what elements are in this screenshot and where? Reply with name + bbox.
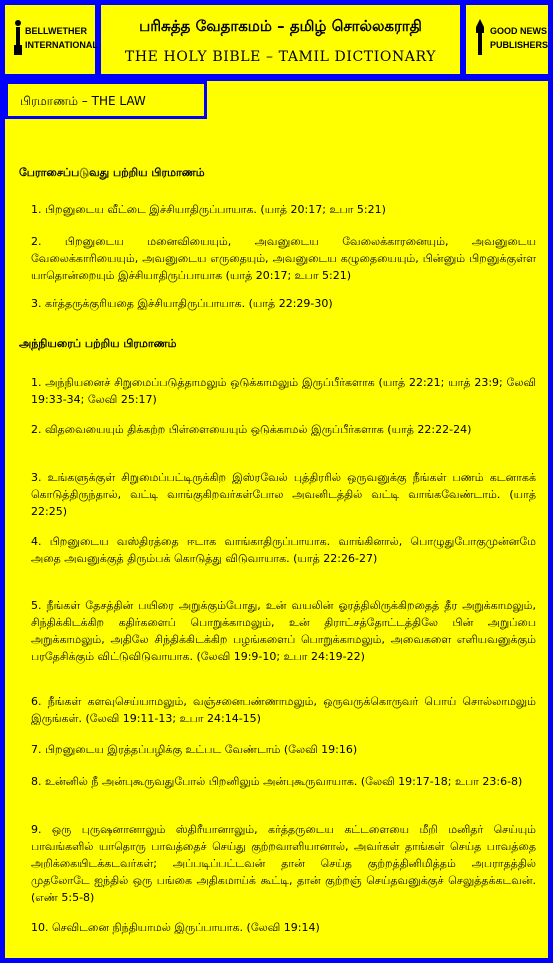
list-item: 5. நீங்கள் தேசத்தின் பயிரை அறுக்கும்போது, உன் வயலின் ஓரத்திலிருக்கிறதைத் தீர அறுக்காமலும், சிந்திக்கிடக்கிற கதிர்களைப் பொறுக்காமலும், உன் திராட்சத்தோட்டத்திலே பின் அறுப்பை அறுக்காமலும், அதிலே சிந்திக்கிடக்கிற பழங்களைப் பொறுக்காமலும், அவைகளை எளியவனுக்கும் பரதேசிக்கும் விட்டுவிடுவாயாக. (லேவி 19:9-10; உபா 24:19-22) [31, 599, 536, 663]
title-box [99, 3, 462, 76]
section-heading: பேராசைப்படுவது பற்றிய பிரமாணம் [19, 166, 205, 179]
right-logo-line2: PUBLISHERS [490, 40, 549, 50]
list-item: 2. விதவையையும் திக்கற்ற பிள்ளையையும் ஒடுக்காமல் இருப்பீர்களாக (யாத் 22:22-24) [31, 423, 472, 436]
list-item: 1. பிறனுடைய வீட்டை இச்சியாதிருப்பாயாக. (யாத் 20:17; உபா 5:21) [31, 203, 386, 216]
list-item: 9. ஒரு புருஷனானாலும் ஸ்திரீயானாலும், கர்த்தருடைய கட்டளையை மீறி மனிதர் செய்யும் பாவங்களில் யாதொரு பாவத்தைச் செய்து குற்றவாளியானால், அவர்கள் தாங்கள் செய்த பாவத்தை அறிக்கையிடக்கடவர்கள்; அப்படிப்பட்டவன் தான் செய்த குற்றத்தினிமித்தம் அபராதத்தில் முதலோடே ஐந்தில் ஒரு பங்கை அதிகமாய்க் கூட்டி, தான் குற்றஞ் செய்தவனுக்குச் செலுத்தக்கடவன். (எண் 5:5-8) [31, 823, 536, 904]
list-item: 8. உன்னில் நீ அன்புகூருவதுபோல் பிறனிலும் அன்புகூருவாயாக. (லேவி 19:17-18; உபா 23:6-8) [31, 775, 523, 788]
figure-icon [13, 19, 23, 59]
right-logo-line1: GOOD NEWS [490, 26, 548, 36]
list-item: 10. செவிடனை நிந்தியாமல் இருப்பாயாக. (லேவி 19:14) [31, 921, 320, 934]
left-logo-line1: BELLWETHER [25, 26, 87, 36]
left-logo-line2: INTERNATIONAL [25, 40, 98, 50]
page-title-tamil: பரிசுத்த வேதாகமம் – தமிழ் சொல்லகராதி [139, 17, 422, 35]
list-item: 3. உங்களுக்குள் சிறுமைப்பட்டிருக்கிற இஸ்ரவேல் புத்திரரில் ஒருவனுக்கு நீங்கள் பணம் கடனாகக் கொடுத்திருந்தால், வட்டி வாங்குகிறவர்கள்போல அவனிடத்தில் வட்டி வாங்கவேண்டாம். (யாத் 22:25) [31, 471, 536, 518]
list-item: 3. கர்த்தருக்குரியதை இச்சியாதிருப்பாயாக. (யாத் 22:29-30) [31, 297, 333, 310]
list-item: 1. அந்நியனைச் சிறுமைப்படுத்தாமலும் ஒடுக்காமலும் இருப்பீர்களாக (யாத் 22:21; யாத் 23:9; லேவி 19:33-34; லேவி 25:17) [31, 376, 536, 406]
list-item: 2. பிறனுடைய மனைவியையும், அவனுடைய வேலைக்காரனையும், அவனுடைய வேலைக்காரியையும், அவனுடைய எருதையும், அவனுடைய கழுதையையும், பின்னும் பிறனுக்குள்ள யாதொன்றையும் இச்சியாதிருப்பாயாக (யாத் 20:17; உபா 5:21) [31, 235, 536, 282]
list-item: 4. பிறனுடைய வஸ்திரத்தை ஈடாக வாங்காதிருப்பாயாக. வாங்கினால், பொழுதுபோகுமுன்னமே அதை அவனுக்குத் திரும்பக் கொடுத்து விடுவாயாக. (யாத் 22:26-27) [31, 535, 536, 565]
bellwether-logo [3, 3, 97, 76]
section-heading: அந்நியரைப் பற்றிய பிரமாணம் [19, 337, 177, 350]
section-tab [5, 81, 207, 119]
torch-icon [474, 19, 486, 59]
content-panel [3, 79, 550, 960]
list-item: 6. நீங்கள் களவுசெய்யாமலும், வஞ்சனைபண்ணாமலும், ஒருவருக்கொருவர் பொய் சொல்லாமலும் இருங்கள். (லேவி 19:11-13; உபா 24:14-15) [31, 695, 536, 725]
list-item: 7. பிறனுடைய இரத்தப்பழிக்கு உட்பட வேண்டாம் (லேவி 19:16) [31, 743, 358, 756]
good-news-logo [464, 3, 550, 76]
page-title-english: THE HOLY BIBLE – TAMIL DICTIONARY [124, 49, 437, 65]
section-tab-label: பிரமாணம் – THE LAW [20, 94, 146, 108]
